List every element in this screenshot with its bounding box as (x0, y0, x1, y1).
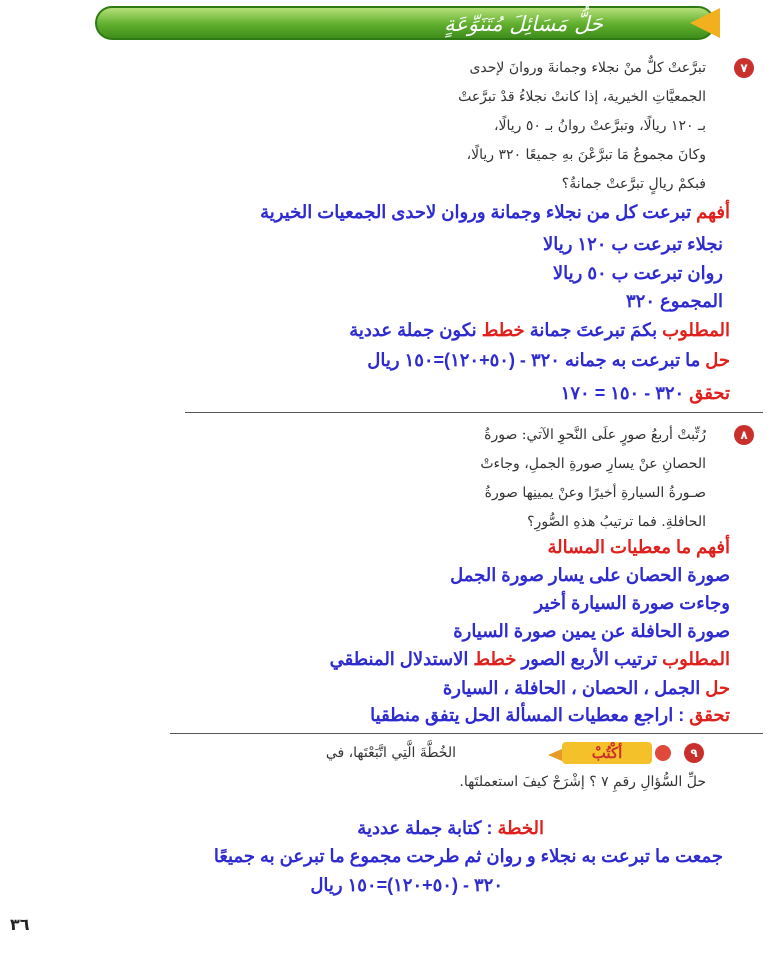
q7-text-line-2: الجمعيَّاتِ الخيرية، إذا كانتْ نجلاءُ قدْ تبرَّعتْ (458, 89, 706, 105)
check-label: تحقق (689, 383, 730, 403)
question-number-9: ٩ (684, 743, 704, 763)
q8-answer-line-2: صورة الحصان على يسار صورة الجمل (450, 565, 730, 585)
solve-text: ما تبرعت به جمانه ٣٢٠ - (٥٠+١٢٠)=١٥٠ ريال (367, 350, 701, 370)
solve-label: حل (705, 350, 730, 370)
pencil-tip-icon (548, 749, 562, 761)
plan-label: الخطة (497, 818, 544, 838)
required-label: المطلوب (662, 320, 730, 340)
plan-label: خطط (481, 320, 525, 340)
solve-text: الجمل ، الحصان ، الحافلة ، السيارة (442, 678, 701, 698)
required-label: المطلوب (662, 649, 730, 669)
divider-1 (185, 412, 763, 413)
q7-answer-check (561, 383, 730, 404)
write-tag: أكْتُبْ (562, 742, 652, 764)
required-text: ترتيب الأربع الصور (521, 649, 658, 669)
q7-text-line-4: وكانَ مجموعُ مَا تبرَّعْنَ بهِ جميعًا ٣٢٠ ريالًا، (466, 147, 706, 163)
q7-answer-required (349, 320, 730, 341)
check-text: ٣٢٠ - ١٥٠ = ١٧٠ (560, 383, 685, 403)
q9-answer-line-2: جمعت ما تبرعت به نجلاء و روان ثم طرحت مجموع ما تبرعن به جميعًا (213, 846, 723, 866)
q8-text-line-3: صـورةُ السيارةِ أخيرًا وعنْ يمينِها صورةُ (484, 485, 706, 501)
question-number-7: ٧ (734, 58, 754, 78)
q7-answer-understand (260, 202, 730, 223)
banner-arrow-icon (690, 8, 720, 38)
q7-text-line-3: بـ ١٢٠ ريالًا، وتبرَّعتْ روانُ بـ ٥٠ ريالًا، (493, 118, 706, 134)
divider-2 (170, 733, 763, 734)
q8-answer-check (370, 705, 730, 726)
q8-text-line-2: الحصانِ عنْ يسارِ صورةِ الجملِ، وجاءتْ (480, 456, 706, 472)
q7-answer-solve (367, 350, 730, 371)
q8-answer-understand: أفهم ما معطيات المسالة (547, 537, 730, 557)
q9-text-line-2: حلِّ السُّؤالِ رقمِ ٧ ؟ إشْرَحْ كيفَ استعملتَها. (459, 774, 706, 790)
check-label: تحقق (689, 705, 730, 725)
q8-answer-line-3: وجاءت صورة السيارة أخير (534, 593, 730, 613)
q8-answer-line-4: صورة الحافلة عن يمين صورة السيارة (453, 621, 730, 641)
q8-text-line-4: الحافلةِ. فما ترتيبُ هذهِ الصُّورِ؟ (527, 514, 706, 530)
section-title: حَلُّ مَسَائِلَ مُتَنَوِّعَةٍ (444, 12, 603, 36)
q8-answer-solve (443, 678, 730, 699)
q7-answer-line-2: نجلاء تبرعت ب ١٢٠ ريالا (542, 234, 723, 254)
pencil-eraser-icon (655, 745, 671, 761)
q8-answer-required (330, 649, 730, 670)
page-number: ٣٦ (10, 915, 30, 934)
q9-text-line-1: الخُطَّةَ الَّتِي اتَّبَعْتَها، في (325, 745, 456, 761)
question-number-8: ٨ (734, 425, 754, 445)
check-text: : اراجع معطيات المسألة الحل يتفق منطقيا (370, 705, 685, 725)
q7-text-line-1: تبرَّعتْ كلٌّ منْ نجلاء وجمانةَ وروانَ لإحدى (469, 60, 706, 76)
q7-answer-line-3: روان تبرعت ب ٥٠ ريالا (552, 263, 723, 283)
q7-text-line-5: فبكمْ ريالٍ تبرَّعتْ جمانةُ؟ (561, 176, 706, 192)
q7-answer-line-4: المجموع ٣٢٠ (626, 291, 723, 311)
plan-text: : كتابة جملة عددية (357, 818, 493, 838)
solve-label: حل (705, 678, 730, 698)
plan-text: نكون جملة عددية (349, 320, 477, 340)
plan-label: خطط (473, 649, 517, 669)
q8-text-line-1: رُتِّبتْ أربعُ صورٍ علَى النَّحوِ الآتي: صورةُ (484, 427, 706, 443)
section-banner (95, 6, 715, 40)
required-text: بكمَ تبرعتَ جمانة (529, 320, 658, 340)
q9-answer-line-3: ٣٢٠ - (٥٠+١٢٠)=١٥٠ ريال (310, 875, 503, 895)
q9-answer-plan (357, 818, 544, 839)
understand-label: أفهم (696, 202, 730, 222)
understand-text: تبرعت كل من نجلاء وجمانة وروان لاحدى الجمعيات الخيرية (260, 202, 692, 222)
plan-text: الاستدلال المنطقي (329, 649, 469, 669)
